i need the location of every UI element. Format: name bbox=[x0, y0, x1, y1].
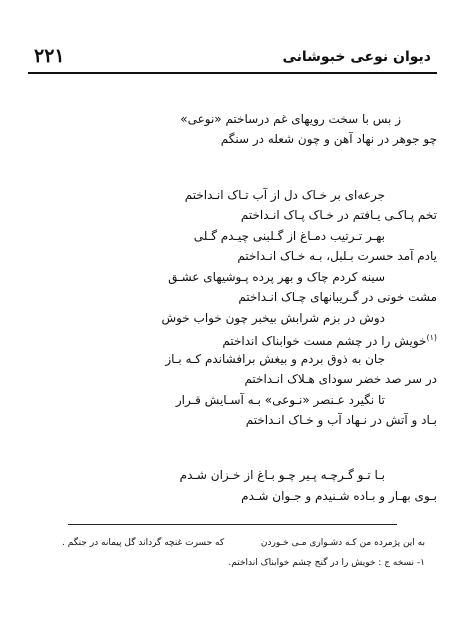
poem-3-line-1: بـا تـو گـرچـه پـیر چـو بـاغ از خـزان شـدم bbox=[179, 468, 385, 482]
poem-2-line-1: جرعه‌ای بر خـاک دل از آب تـاک انـداختم bbox=[184, 188, 385, 202]
footnote-1: ۱- نسخه ج : خویش را در گنج چشم خوابناک انداختم. bbox=[228, 558, 425, 568]
poem-1-line-1: ز بس با سخت رویهای غم درساختم «نوعی» bbox=[180, 112, 401, 126]
poem-2-line-8 bbox=[222, 329, 437, 350]
poem-2-line-4: یادم آمد حسرت بـلبل، بـه خـاک انـداختم bbox=[237, 249, 437, 263]
poem-2-line-7: دوش در بزم شرابش بیخبر چون خواب خوش bbox=[161, 311, 385, 325]
poem-1-line-2: چو جوهر در نهاد آهن و چون شعله در سنگم bbox=[220, 132, 437, 146]
header-rule bbox=[28, 72, 437, 74]
book-title: دیوان نوعی خبوشانی bbox=[282, 49, 431, 65]
poem-2-line-6: مشت خونی در گـریبانهای چـاک انـداختم bbox=[238, 290, 437, 304]
poem-2-line-3: بهـر تـرتیب دمـاغ از گـلبنی چیـدم گـلی bbox=[193, 229, 385, 243]
footnote-verse-left: که حسرت غنچه گرداند گل پیمانه در جنگم . bbox=[62, 538, 225, 548]
poem-2-line-2: تخم پـاکـی یـافتم در خـاک پـاک انـداختم bbox=[240, 208, 437, 222]
poem-2-line-8-text: خویش را در چشم مست خوابناک انداختم bbox=[222, 334, 427, 348]
poem-2-line-10: در سر صد خضر سودای هـلاک انـداختم bbox=[244, 372, 437, 386]
footnote-verse-right: به این پژمرده من کـه دشـواری مـی خـوردن bbox=[260, 538, 425, 548]
footnote-marker: (۱) bbox=[426, 333, 437, 342]
footnote-rule bbox=[68, 524, 397, 525]
poem-2-line-12: بـاد و آتش در نـهاد آب و خـاک انـداختم bbox=[245, 413, 437, 427]
poem-2-line-11: تا نگیرد عـنصر «نـوعی» بـه آسـایش قـرار bbox=[175, 393, 385, 407]
poem-2-line-5: سینه کردم چاک و بهر پرده پـوشیهای عشـق bbox=[168, 270, 385, 284]
poem-2-line-9: جان به ذوق بردم و بیغش برافشاندم کـه بـاز bbox=[165, 352, 385, 366]
page-header bbox=[28, 44, 437, 70]
poem-3-line-2: بـوی بهـار و بـاده شـنیدم و جـوان شـدم bbox=[241, 489, 437, 503]
page-number: ۲۲۱ bbox=[34, 45, 65, 67]
